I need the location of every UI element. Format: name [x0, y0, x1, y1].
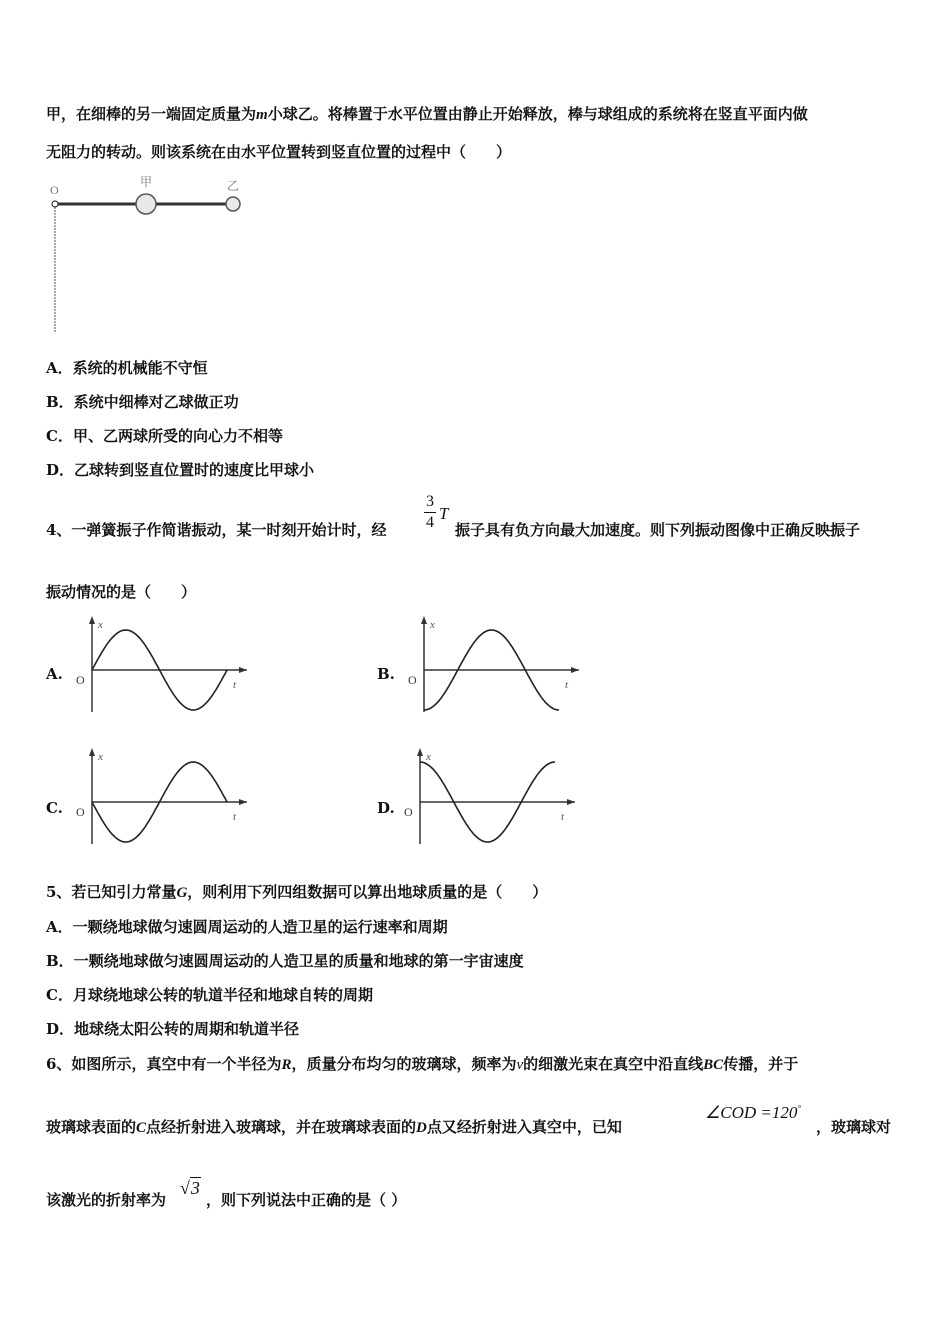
q5-option-c: C．月球绕地球公转的轨道半径和地球自转的周期	[46, 986, 373, 1004]
y-axis-arrow	[417, 748, 423, 756]
q3-option-d: D．乙球转到竖直位置时的速度比甲球小	[46, 461, 315, 479]
q4-fraction: 3 4	[426, 493, 434, 531]
q3-option-a: A．系统的机械能不守恒	[46, 359, 208, 377]
q3-rod-figure	[40, 172, 260, 342]
origin-label: O	[76, 805, 85, 819]
x-axis-label: x	[426, 751, 431, 763]
q6-stem-line1: 6、如图所示，真空中有一个半径为R，质量分布均匀的玻璃球，频率为ν的细激光束在真空中沿直线BC传播，并于	[46, 1055, 799, 1073]
q4-stem-line2: 振动情况的是（ ）	[46, 583, 197, 601]
q4-stem-line1: 4、一弹簧振子作简谐振动，某一时刻开始计时，经	[46, 521, 387, 539]
y-axis-arrow	[421, 616, 427, 624]
q6-stem-line3b: ，则下列说法中正确的是（ ）	[206, 1191, 407, 1209]
q3-option-c: C．甲、乙两球所受的向心力不相等	[46, 427, 283, 445]
y-axis-arrow	[89, 616, 95, 624]
q3-stem-line1: 甲，在细棒的另一端固定质量为m小球乙。将棒置于水平位置由静止开始释放，棒与球组成的系统将在竖直平面内做	[46, 105, 808, 123]
x-axis-label: x	[98, 619, 103, 631]
q5-option-b: B．一颗绕地球做匀速圆周运动的人造卫星的质量和地球的第一宇宙速度	[46, 952, 524, 970]
q4-stem-line1b: 振子具有负方向最大加速度。则下列振动图像中正确反映振子	[455, 521, 861, 539]
q3-option-b: B．系统中细棒对乙球做正功	[46, 393, 239, 411]
q5-option-a: A．一颗绕地球做匀速圆周运动的人造卫星的运行速率和周期	[46, 918, 448, 936]
x-axis-arrow	[571, 667, 579, 673]
x-axis-arrow	[239, 667, 247, 673]
ball-label-jia: 甲	[140, 175, 153, 189]
t-axis-label: t	[561, 811, 565, 823]
q6-angle-expression: ∠COD =120°	[705, 1103, 801, 1122]
graph-c-label: C.	[46, 799, 63, 817]
graph-b	[404, 612, 584, 722]
q6-stem-line2b: ，玻璃球对	[816, 1118, 892, 1136]
x-axis-label: x	[430, 619, 435, 631]
graph-c	[72, 744, 252, 854]
graph-d-label: D.	[377, 799, 395, 817]
ball-label-yi: 乙	[227, 179, 240, 193]
origin-label: O	[404, 805, 413, 819]
q6-sqrt3: √3	[180, 1178, 200, 1198]
q5-option-d: D．地球绕太阳公转的周期和轨道半径	[46, 1020, 300, 1038]
q6-stem-line3: 该激光的折射率为	[46, 1191, 167, 1209]
q6-stem-line2: 玻璃球表面的C点经折射进入玻璃球，并在玻璃球表面的D点又经折射进入真空中，已知	[46, 1118, 622, 1136]
pivot-label-o: O	[50, 183, 59, 197]
x-axis-arrow	[239, 799, 247, 805]
origin-label: O	[76, 673, 85, 687]
t-axis-label: t	[233, 811, 237, 823]
graph-a	[72, 612, 252, 722]
q5-stem: 5、若已知引力常量G，则利用下列四组数据可以算出地球质量的是（ ）	[46, 883, 548, 901]
graph-a-label: A.	[46, 665, 63, 683]
y-axis-arrow	[89, 748, 95, 756]
q4-period-symbol: T	[439, 504, 449, 523]
q3-stem-line2: 无阻力的转动。则该系统在由水平位置转到竖直位置的过程中（ ）	[46, 143, 512, 161]
graph-b-label: B.	[377, 665, 395, 683]
origin-label: O	[408, 673, 417, 687]
t-axis-label: t	[565, 679, 569, 691]
x-axis-label: x	[98, 751, 103, 763]
t-axis-label: t	[233, 679, 237, 691]
graph-d	[400, 744, 580, 854]
x-axis-arrow	[567, 799, 575, 805]
